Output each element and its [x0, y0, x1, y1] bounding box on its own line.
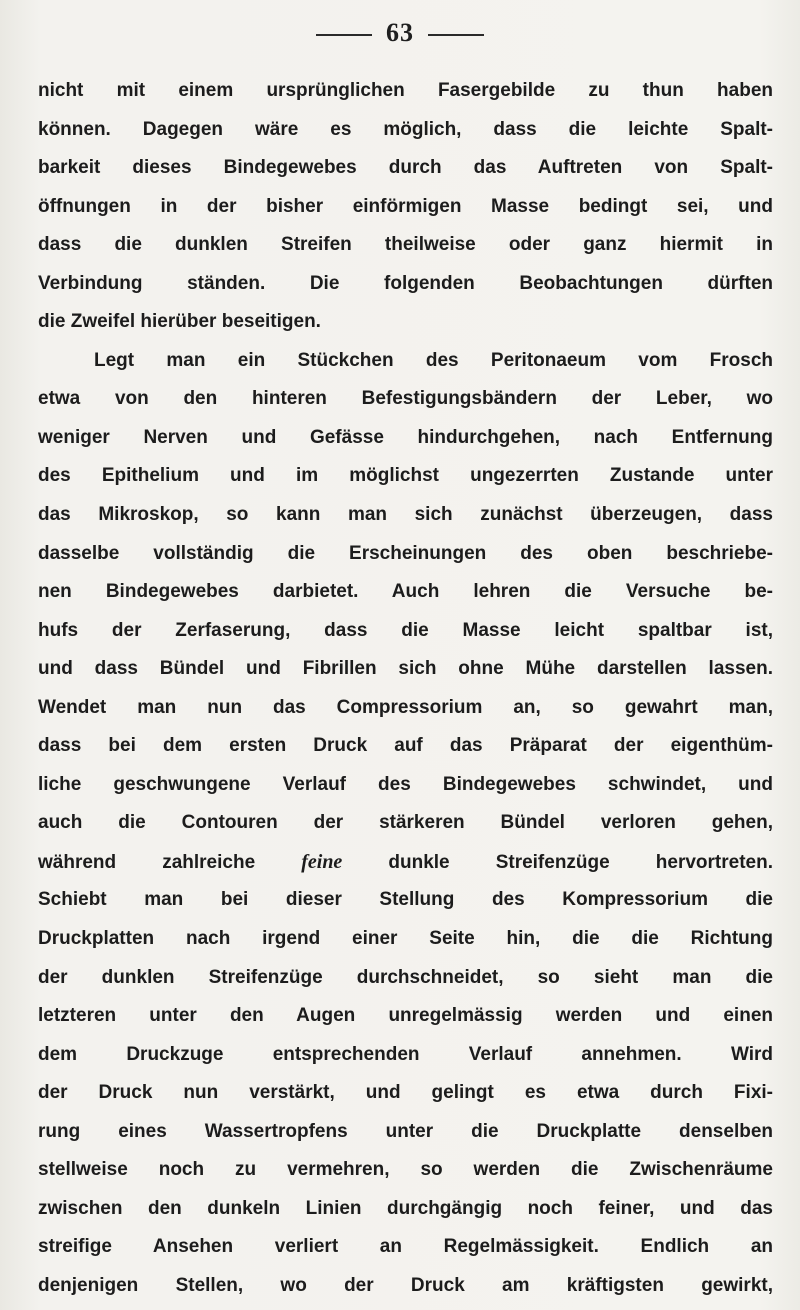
text-line: öffnungen in der bisher einförmigen Masse bedingt sei, und	[38, 195, 773, 217]
text-line: und dass Bündel und Fibrillen sich ohne Mühe darstellen lassen.	[38, 658, 773, 680]
text-line: auch die Contouren der stärkeren Bündel verloren gehen,	[38, 812, 773, 834]
text-line: liche geschwungene Verlauf des Bindegewebes schwindet, und	[38, 773, 773, 795]
text-line: können. Dagegen wäre es möglich, dass die leichte Spalt-	[38, 118, 773, 140]
text-line: der dunklen Streifenzüge durchschneidet, so sieht man die	[38, 966, 773, 988]
text-line: letzteren unter den Augen unregelmässig werden und einen	[38, 1005, 773, 1027]
body-text	[38, 72, 773, 1306]
header-dash-left	[316, 34, 372, 36]
text-line: barkeit dieses Bindegewebes durch das Auftreten von Spalt-	[38, 157, 773, 179]
text-line: denjenigen Stellen, wo der Druck am kräftigsten gewirkt,	[38, 1274, 773, 1296]
text-line: das Mikroskop, so kann man sich zunächst überzeugen, dass	[38, 504, 773, 526]
text-line: dem Druckzuge entsprechenden Verlauf annehmen. Wird	[38, 1043, 773, 1065]
text-line: nicht mit einem ursprünglichen Fasergebilde zu thun haben	[38, 80, 773, 101]
text-line: etwa von den hinteren Befestigungsbändern der Leber, wo	[38, 388, 773, 410]
text-line: des Epithelium und im möglichst ungezerrten Zustande unter	[38, 465, 773, 487]
text-line: Verbindung ständen. Die folgenden Beobachtungen dürften	[38, 272, 773, 294]
text-line: rung eines Wassertropfens unter die Druckplatte denselben	[38, 1120, 773, 1142]
text-line: stellweise noch zu vermehren, so werden die Zwischenräume	[38, 1159, 773, 1181]
page-number: 63	[386, 18, 414, 47]
text-line-paragraph-start: Legt man ein Stückchen des Peritonaeum vom Frosch	[94, 349, 773, 371]
text-line: Wendet man nun das Compressorium an, so gewahrt man,	[38, 696, 773, 718]
text-segment: während zahlreiche	[38, 851, 302, 873]
text-line: weniger Nerven und Gefässe hindurchgehen, nach Entfernung	[38, 426, 773, 448]
header-dash-right	[428, 34, 484, 36]
text-line: streifige Ansehen verliert an Regelmässigkeit. Endlich an	[38, 1236, 773, 1258]
text-line: Schiebt man bei dieser Stellung des Kompressorium die	[38, 889, 773, 911]
text-line: der Druck nun verstärkt, und gelingt es etwa durch Fixi-	[38, 1082, 773, 1104]
emphasized-word: feine	[301, 850, 343, 873]
text-line: dass die dunklen Streifen theilweise oder ganz hiermit in	[38, 234, 773, 256]
text-line: Druckplatten nach irgend einer Seite hin, die die Richtung	[38, 928, 773, 950]
text-line: dass bei dem ersten Druck auf das Präparat der eigenthüm-	[38, 735, 773, 757]
text-line-paragraph-end: die Zweifel hierüber beseitigen.	[38, 311, 321, 333]
page-header	[0, 18, 800, 48]
text-line: nen Bindegewebes darbietet. Auch lehren die Versuche be-	[38, 581, 773, 603]
text-line: zwischen den dunkeln Linien durchgängig noch feiner, und das	[38, 1197, 773, 1219]
text-segment: dunkle Streifenzüge hervortreten.	[342, 851, 773, 873]
text-line: dasselbe vollständig die Erscheinungen des oben beschriebe-	[38, 542, 773, 564]
text-line-with-emphasis	[38, 843, 773, 882]
text-line: hufs der Zerfaserung, dass die Masse leicht spaltbar ist,	[38, 619, 773, 641]
